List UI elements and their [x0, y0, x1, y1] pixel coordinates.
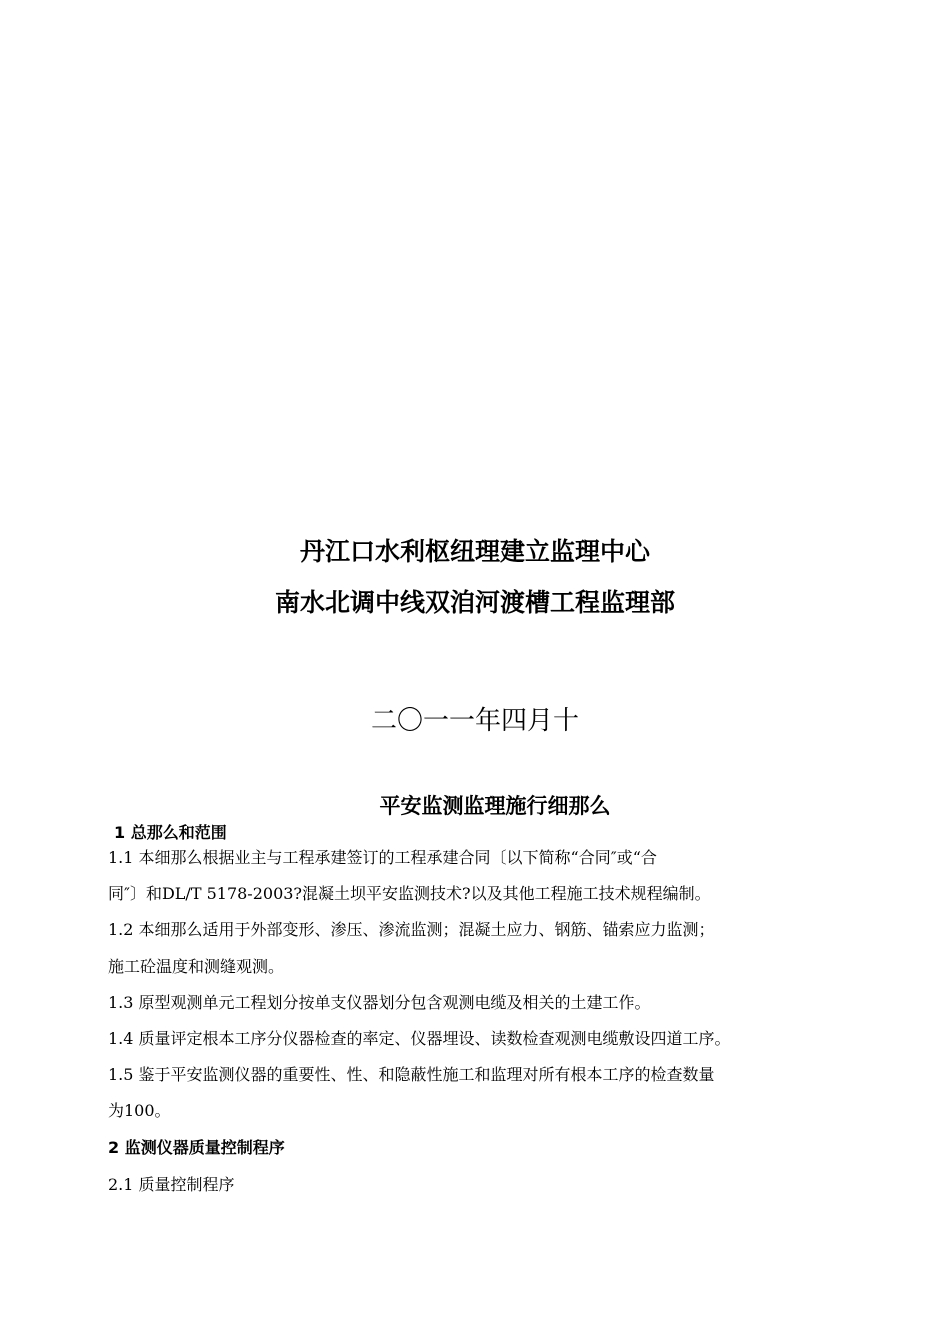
paragraph-1-3: 1.3 原型观测单元工程划分按单支仪器划分包含观测电缆及相关的土建工作。 [108, 993, 651, 1012]
cover-date: 二〇一一年四月十 [370, 706, 579, 736]
paragraph-1-5-line-2: 为100。 [108, 1101, 171, 1120]
paragraph-1-2-line-2: 施工砼温度和测缝观测。 [108, 957, 285, 976]
paragraph-1-1-line-2: 同″〕和DL/T 5178-2003?混凝土坝平安监测技术?以及其他工程施工技术规程编制。 [108, 884, 711, 903]
paragraph-1-4: 1.4 质量评定根本工序分仪器检查的率定、仪器埋设、读数检查观测电缆敷设四道工序。 [108, 1029, 731, 1048]
document-title: 平安监测监理施行细那么 [379, 794, 611, 818]
paragraph-1-2-line-1: 1.2 本细那么适用于外部变形、渗压、渗流监测；混凝土应力、钢筋、锚索应力监测； [108, 920, 715, 939]
section-2-heading: 2 监测仪器质量控制程序 [108, 1138, 285, 1157]
paragraph-1-5-line-1: 1.5 鉴于平安监测仪器的重要性、性、和隐蔽性施工和监理对所有根本工序的检查数量 [108, 1065, 715, 1084]
section-1-heading: 1 总那么和范围 [114, 823, 227, 842]
organization-name-line-2: 南水北调中线双洎河渡槽工程监理部 [274, 588, 675, 617]
paragraph-1-1-line-1: 1.1 本细那么根据业主与工程承建签订的工程承建合同〔以下简称“合同″或“合 [108, 848, 657, 867]
paragraph-2-1: 2.1 质量控制程序 [108, 1175, 235, 1194]
organization-name-line-1: 丹江口水利枢纽理建立监理中心 [299, 537, 650, 566]
